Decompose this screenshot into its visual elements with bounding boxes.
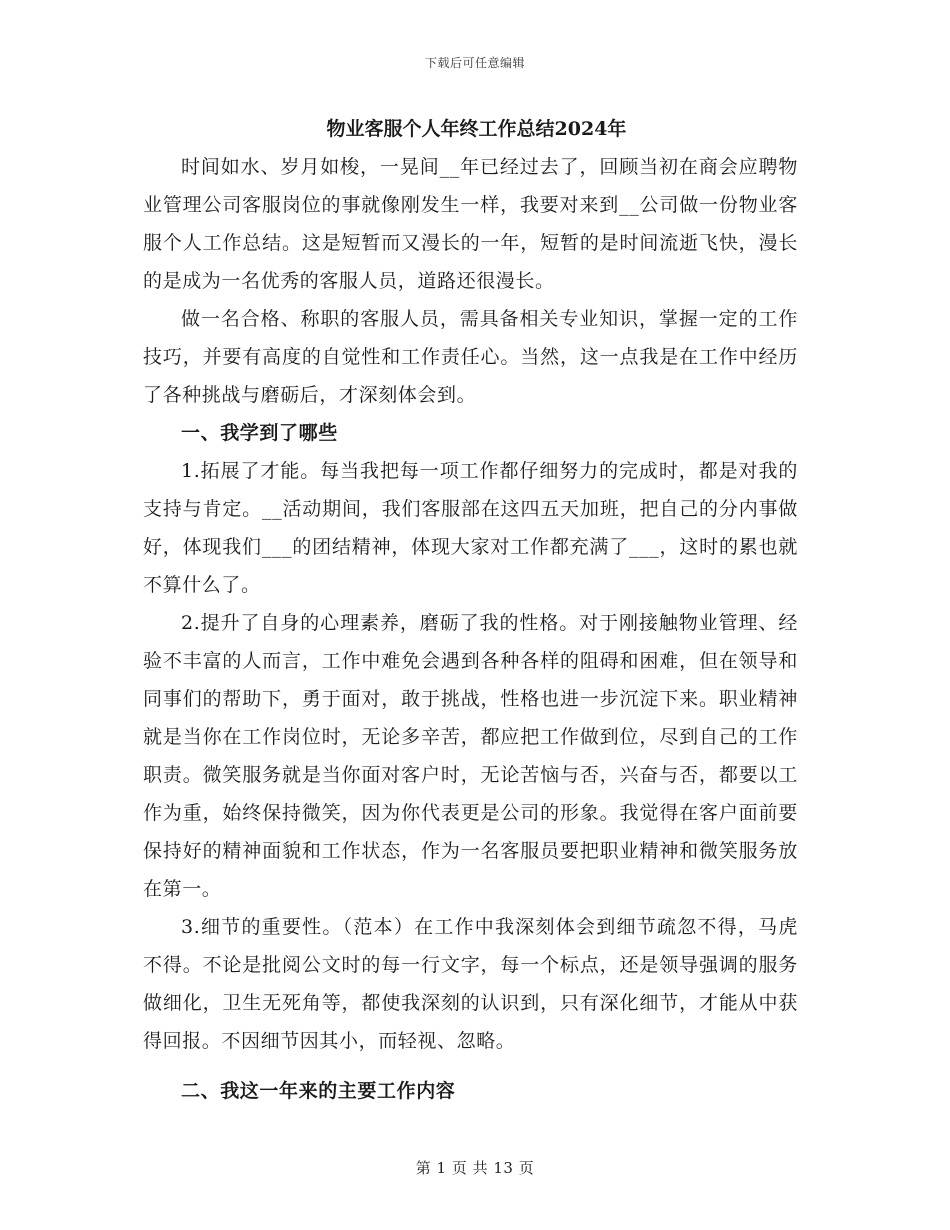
section-1-heading: 一、我学到了哪些: [181, 422, 338, 444]
document-body: [143, 110, 798, 1110]
intro-paragraph-1: 时间如水、岁月如梭，一晃间__年已经过去了，回顾当初在商会应聘物业管理公司客服岗位的事就像刚发生一样，我要对来到__公司做一份物业客服个人工作总结。这是短暂而又漫长的一年，短暂的是时间流逝飞快，漫长的是成为一名优秀的客服人员，道路还很漫长。: [143, 156, 798, 292]
section-2-heading: 二、我这一年来的主要工作内容: [181, 1080, 456, 1102]
page-number: 第 1 页 共 13 页: [415, 1159, 535, 1177]
section-1-item-3: 3.细节的重要性。（范本）在工作中我深刻体会到细节疏忽不得，马虎不得。不论是批阅公文时的每一行文字，每一个标点，还是领导强调的服务做细化，卫生无死角等，都使我深刻的认识到，只有深化细节，才能从中获得回报。不因细节因其小，而轻视、忽略。: [143, 916, 798, 1052]
section-1-item-2: 2.提升了自身的心理素养，磨砺了我的性格。对于刚接触物业管理、经验不丰富的人而言，工作中难免会遇到各种各样的阻碍和困难，但在领导和同事们的帮助下，勇于面对，敢于挑战，性格也进一步沉淀下来。职业精神就是当你在工作岗位时，无论多辛苦，都应把工作做到位，尽到自己的工作职责。微笑服务就是当你面对客户时，无论苦恼与否，兴奋与否，都要以工作为重，始终保持微笑，因为你代表更是公司的形象。我觉得在客户面前要保持好的精神面貌和工作状态，作为一名客服员要把职业精神和微笑服务放在第一。: [143, 612, 798, 900]
intro-paragraph-2: 做一名合格、称职的客服人员，需具备相关专业知识，掌握一定的工作技巧，并要有高度的自觉性和工作责任心。当然，这一点我是在工作中经历了各种挑战与磨砺后，才深刻体会到。: [143, 308, 798, 406]
document-title: 物业客服个人年终工作总结2024年: [326, 118, 627, 140]
header-note: 下载后可任意编辑: [424, 56, 525, 70]
section-1-item-1: 1.拓展了才能。每当我把每一项工作都仔细努力的完成时，都是对我的支持与肯定。__活动期间，我们客服部在这四五天加班，把自己的分内事做好，体现我们___的团结精神，体现大家对工作都充满了___，这时的累也就不算什么了。: [143, 460, 798, 596]
